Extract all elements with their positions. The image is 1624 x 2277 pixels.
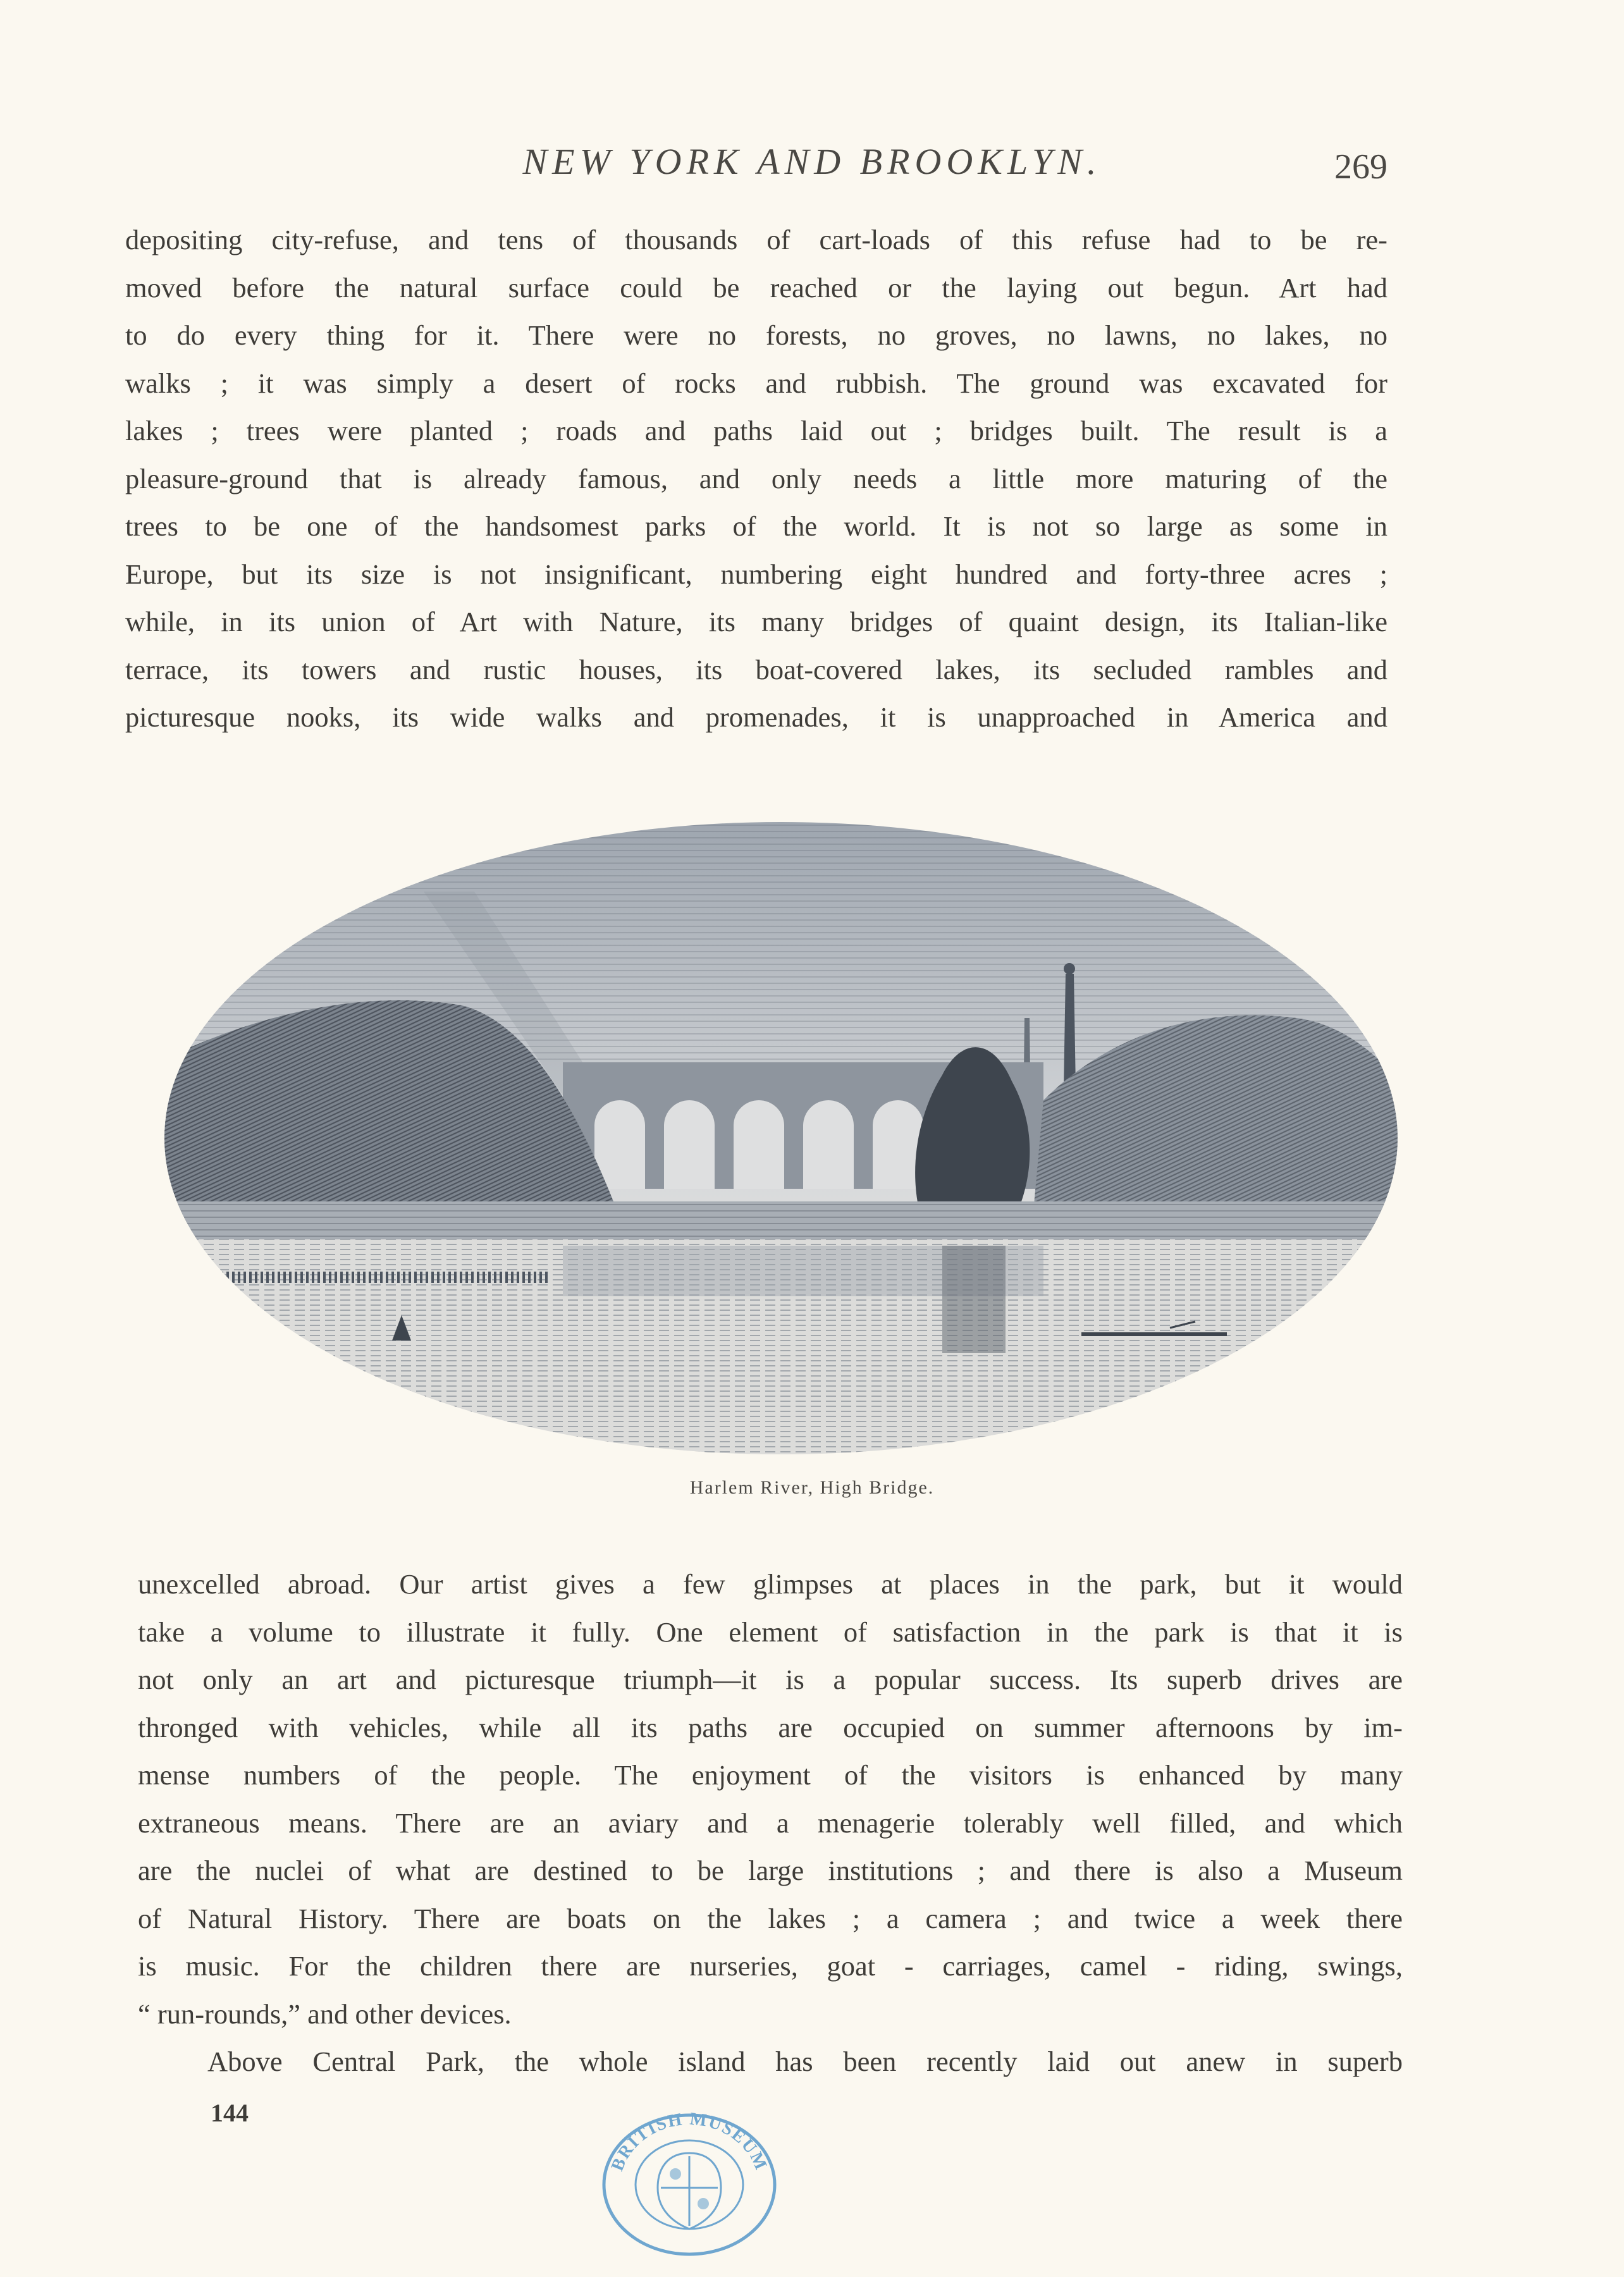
stamp-text: BRITISH MUSEUM [607, 2109, 772, 2174]
text-line: pleasure-ground that is already famous, and only needs a little more maturing of the [125, 462, 1387, 494]
text-line: depositing city-refuse, and tens of thousands of cart-loads of this refuse had to be re- [125, 224, 1387, 255]
text-line: trees to be one of the handsomest parks of the world. It is not so large as some in [125, 510, 1387, 542]
text-block-top [125, 216, 1387, 742]
text-line: walks ; it was simply a desert of rocks and rubbish. The ground was excavated for [125, 367, 1387, 399]
text-line: Europe, but its size is not insignificant, numbering eight hundred and forty-three acres ; [125, 558, 1387, 590]
text-line: “ run-rounds,” and other devices. [138, 1998, 512, 2030]
text-line: Above Central Park, the whole island has been recently laid out anew in superb [207, 2046, 1403, 2077]
text-line: are the nuclei of what are destined to be large institutions ; and there is also a Museum [138, 1855, 1403, 1886]
signature-mark: 144 [211, 2099, 249, 2127]
text-line: while, in its union of Art with Nature, its many bridges of quaint design, its Italian-like [125, 606, 1387, 637]
text-line: terrace, its towers and rustic houses, its boat-covered lakes, its secluded rambles and [125, 653, 1387, 685]
text-line: mense numbers of the people. The enjoyment of the visitors is enhanced by many [138, 1759, 1403, 1791]
engraving-illustration [158, 797, 1404, 1461]
museum-stamp-icon [594, 2106, 784, 2257]
text-line: is music. For the children there are nurseries, goat - carriages, camel - riding, swings, [138, 1950, 1403, 1982]
text-line: thronged with vehicles, while all its paths are occupied on summer afternoons by im- [138, 1711, 1403, 1743]
text-line: lakes ; trees were planted ; roads and paths laid out ; bridges built. The result is a [125, 415, 1387, 446]
text-line: of Natural History. There are boats on the lakes ; a camera ; and twice a week there [138, 1902, 1403, 1934]
running-title: NEW YORK AND BROOKLYN. [522, 141, 1102, 182]
text-line: to do every thing for it. There were no forests, no groves, no lawns, no lakes, no [125, 319, 1387, 351]
text-block-bottom [138, 1561, 1403, 2086]
text-line: take a volume to illustrate it fully. One element of satisfaction in the park is that it is [138, 1616, 1403, 1648]
page-number: 269 [1334, 147, 1387, 187]
text-line: moved before the natural surface could be reached or the laying out begun. Art had [125, 271, 1387, 304]
text-line: not only an art and picturesque triumph—it is a popular success. Its superb drives are [138, 1664, 1403, 1695]
text-line: picturesque nooks, its wide walks and promenades, it is unapproached in America and [125, 701, 1387, 733]
text-line: extraneous means. There are an aviary and a menagerie tolerably well filled, and which [138, 1807, 1403, 1839]
illustration-caption: Harlem River, High Bridge. [689, 1477, 935, 1498]
text-line: unexcelled abroad. Our artist gives a few glimpses at places in the park, but it would [138, 1568, 1403, 1600]
